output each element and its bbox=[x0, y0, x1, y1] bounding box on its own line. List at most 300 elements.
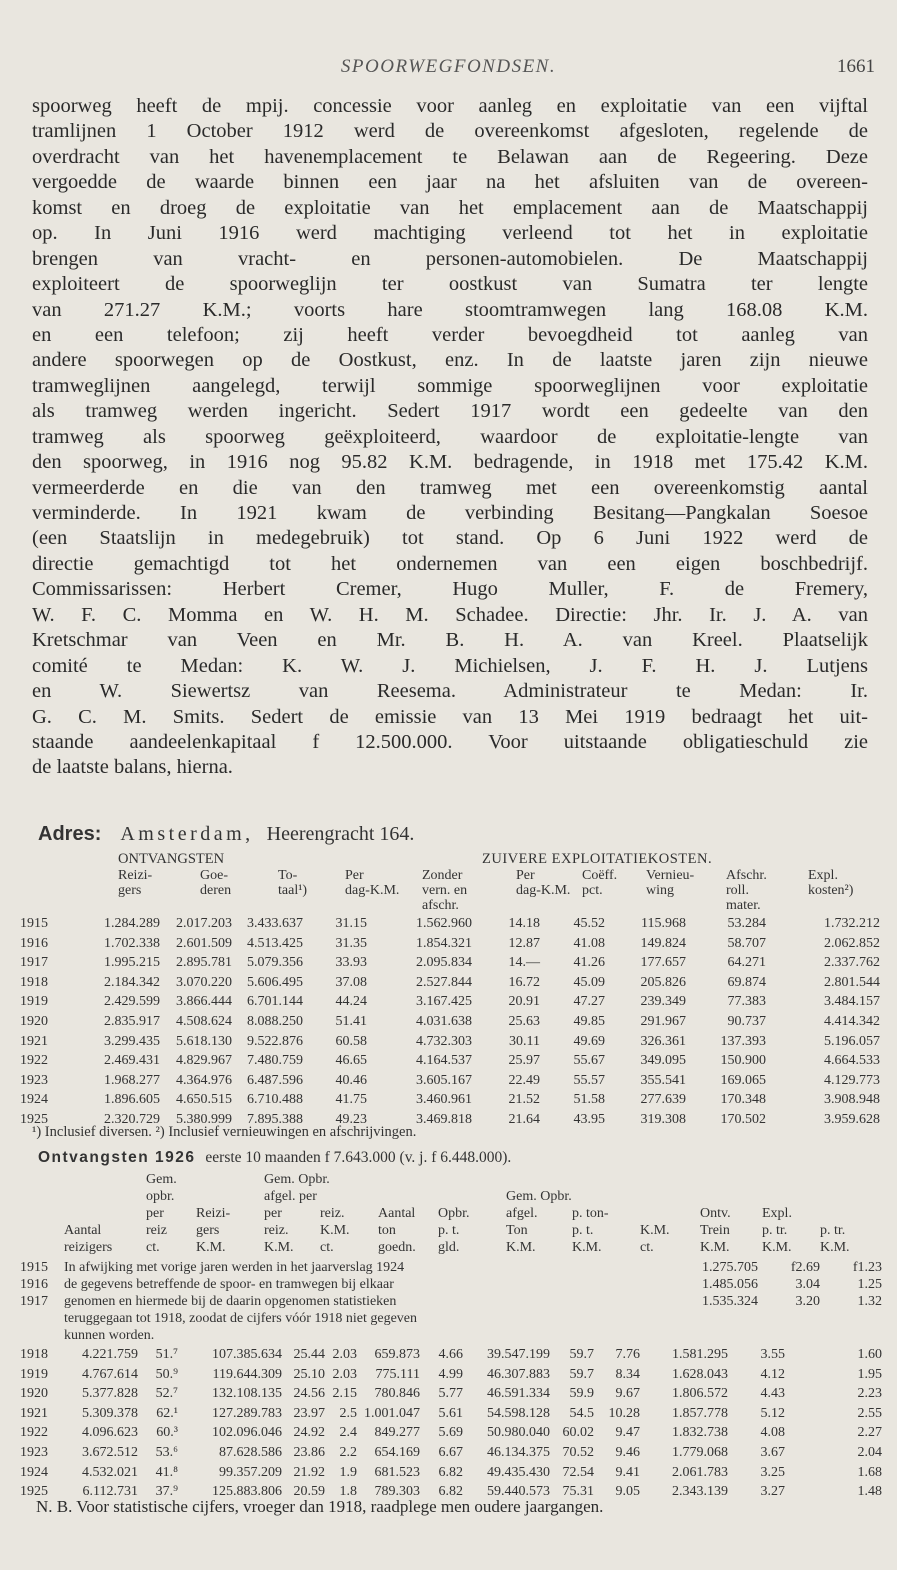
table-header-cell: K.M. bbox=[700, 1240, 730, 1255]
year-cell: 1921 bbox=[20, 1033, 48, 1049]
running-header bbox=[0, 56, 897, 86]
table-cell: 4.532.021 bbox=[82, 1464, 138, 1480]
table-cell: 54.5 bbox=[569, 1405, 594, 1421]
table-cell: 14.— bbox=[508, 955, 540, 971]
table-cell: 50.980.040 bbox=[487, 1425, 550, 1441]
table-cell: 177.657 bbox=[640, 955, 686, 971]
table-cell: 75.31 bbox=[562, 1484, 594, 1500]
year-cell: 1915 bbox=[20, 1260, 48, 1275]
table-cell: 1.968.277 bbox=[104, 1072, 160, 1088]
table-cell: 9.05 bbox=[615, 1484, 640, 1500]
table-cell: 8.088.250 bbox=[247, 1014, 303, 1029]
year-cell: 1917 bbox=[20, 955, 48, 971]
table-cell: 20.91 bbox=[508, 994, 540, 1010]
body-line: tramweglijnen aangelegd, terwijl sommige spoorweglijnen voor exploitatie bbox=[32, 374, 868, 397]
ontvangsten-1926-text: eerste 10 maanden f 7.643.000 (v. j. f 6.448.000). bbox=[205, 1149, 512, 1166]
table-cell: 6.701.144 bbox=[247, 994, 303, 1010]
table-cell: 54.598.128 bbox=[487, 1405, 550, 1421]
table-cell: 5.77 bbox=[438, 1386, 463, 1402]
running-title: SPOORWEGFONDSEN. bbox=[340, 56, 557, 77]
table-statistiek bbox=[20, 1170, 880, 1500]
table-cell: 25.97 bbox=[508, 1053, 540, 1069]
table-header-cell: Reizi- bbox=[118, 868, 153, 883]
table-header-cell: ct. bbox=[640, 1240, 654, 1255]
table-header-cell: p. t. bbox=[438, 1223, 460, 1238]
table-header-cell: ct. bbox=[146, 1240, 160, 1255]
table-header-cell: wing bbox=[646, 883, 674, 898]
body-line: Commissarissen: Herbert Cremer, Hugo Muller, F. de Fremery, bbox=[32, 578, 868, 601]
table-cell: 1.832.738 bbox=[672, 1425, 728, 1441]
table-cell: 137.393 bbox=[720, 1033, 766, 1049]
table-cell: 3.167.425 bbox=[416, 994, 472, 1010]
table-cell: 5.079.356 bbox=[247, 955, 303, 971]
table-cell: 5.618.130 bbox=[176, 1033, 232, 1049]
table-cell: 58.707 bbox=[727, 935, 766, 951]
body-line: brengen van vracht- en personen-automobielen. De Maatschappij bbox=[32, 247, 868, 270]
table-cell: 14.18 bbox=[508, 916, 540, 931]
table-cell: 44.24 bbox=[335, 994, 367, 1010]
ontvangsten-1926-line bbox=[38, 1149, 511, 1167]
body-line: van 271.27 K.M.; voorts hare stoomtramwegen lang 168.08 K.M. bbox=[32, 298, 868, 321]
table-cell: 1.68 bbox=[857, 1464, 882, 1480]
table-cell: 55.57 bbox=[573, 1072, 605, 1088]
table-header-cell: Gem. bbox=[146, 1172, 177, 1187]
table-cell: 6.82 bbox=[438, 1484, 463, 1500]
table-header-cell: Trein bbox=[700, 1223, 730, 1238]
table-header-cell: reiz. bbox=[320, 1206, 345, 1221]
year-cell: 1920 bbox=[20, 1014, 48, 1029]
body-line: exploiteert de spoorweglijn ter oostkust van Sumatra ter lengte bbox=[32, 273, 868, 296]
table-cell: 49.85 bbox=[573, 1014, 605, 1029]
table-cell: 1.857.778 bbox=[672, 1405, 728, 1421]
table-cell: 60.02 bbox=[562, 1425, 594, 1441]
table-cell: 8.34 bbox=[615, 1366, 640, 1382]
table-cell: 53.284 bbox=[727, 916, 766, 931]
table-cell: 60.58 bbox=[335, 1033, 367, 1049]
table-cell: 70.52 bbox=[562, 1445, 594, 1460]
table-cell: 25.10 bbox=[293, 1366, 325, 1382]
table-header-cell: p. ton- bbox=[572, 1206, 609, 1221]
address-city: Amsterdam, bbox=[120, 823, 254, 845]
table-cell: 1.9 bbox=[339, 1464, 357, 1480]
ontvangsten-1926-label: Ontvangsten 1926 bbox=[38, 1149, 196, 1166]
table-cell: 3.27 bbox=[760, 1484, 785, 1500]
table-cell: 9.46 bbox=[615, 1445, 640, 1460]
year-cell: 1916 bbox=[20, 935, 48, 951]
table-cell: 3.55 bbox=[760, 1347, 785, 1362]
table-cell: 349.095 bbox=[640, 1053, 686, 1069]
table-cell: 22.49 bbox=[508, 1072, 540, 1088]
table-cell: 5.69 bbox=[438, 1425, 463, 1441]
table-cell: 127.289.783 bbox=[212, 1405, 282, 1421]
table-cell: 1.8 bbox=[339, 1484, 357, 1500]
table-cell: 9.522.876 bbox=[247, 1033, 303, 1049]
table-cell: 1.806.572 bbox=[672, 1386, 728, 1402]
body-line: komst en droeg de exploitatie van het emplacement aan de Maatschappij bbox=[32, 196, 868, 219]
table-cell: 41.75 bbox=[335, 1092, 367, 1108]
note-text: In afwijking met vorige jaren werden in het jaarverslag 1924 bbox=[64, 1260, 405, 1275]
year-cell: 1920 bbox=[20, 1386, 48, 1402]
table-cell: 5.606.495 bbox=[247, 974, 303, 990]
table-cell: 55.67 bbox=[573, 1053, 605, 1069]
table-header-cell: vern. en bbox=[422, 883, 468, 898]
table-cell: 1.32 bbox=[857, 1294, 882, 1309]
table-cell: 4.99 bbox=[438, 1366, 463, 1382]
table-header-cell: Goe- bbox=[200, 868, 228, 883]
table-cell: 2.4 bbox=[339, 1425, 357, 1441]
table-cell: 62.¹ bbox=[156, 1405, 178, 1421]
table-cell: 3.605.167 bbox=[416, 1072, 472, 1088]
table-cell: 47.27 bbox=[573, 994, 605, 1010]
note-row bbox=[20, 1326, 880, 1345]
body-line: staande aandeelenkapitaal f 12.500.000. Voor uitstaande obligatieschuld zie bbox=[32, 730, 868, 753]
table-cell: 5.12 bbox=[760, 1405, 785, 1421]
page-number: 1661 bbox=[837, 56, 875, 77]
table-cell: 9.41 bbox=[615, 1464, 640, 1480]
table-cell: 1.628.043 bbox=[672, 1366, 728, 1382]
table-cell: 6.710.488 bbox=[247, 1092, 303, 1108]
table-header-cell: kosten²) bbox=[808, 883, 854, 898]
table-cell: 4.129.773 bbox=[824, 1072, 880, 1088]
body-line: vermeerderde en die van den tramweg met een overeenkomstig aantal bbox=[32, 476, 868, 499]
body-line: overdracht van het havenemplacement te Belawan aan de Regeering. Deze bbox=[32, 145, 868, 168]
table-cell: 3.866.444 bbox=[176, 994, 232, 1010]
table-cell: 4.43 bbox=[760, 1386, 785, 1402]
table-cell: 3.070.220 bbox=[176, 974, 232, 990]
body-line: Kretschmar van Veen en Mr. B. H. A. van Kreel. Plaatselijk bbox=[32, 629, 868, 652]
year-cell: 1921 bbox=[20, 1405, 48, 1421]
table-cell: 2.55 bbox=[857, 1405, 882, 1421]
table-cell: 4.829.967 bbox=[176, 1053, 232, 1069]
table-cell: 291.967 bbox=[640, 1014, 686, 1029]
table-header-cell: Per bbox=[345, 868, 364, 883]
table-row bbox=[20, 1345, 880, 1364]
note-text: de gegevens betreffende de spoor- en tramwegen bij elkaar bbox=[64, 1277, 394, 1292]
table1-group-left: ONTVANGSTEN bbox=[118, 851, 225, 867]
table-cell: 2.04 bbox=[857, 1445, 882, 1460]
table-cell: 2.15 bbox=[332, 1386, 357, 1402]
year-cell: 1919 bbox=[20, 1366, 48, 1382]
body-line: den spoorweg, in 1916 nog 95.82 K.M. bedragende, in 1918 met 175.42 K.M. bbox=[32, 451, 868, 474]
table-cell: 59.7 bbox=[569, 1347, 594, 1362]
table-cell: 24.92 bbox=[293, 1425, 325, 1441]
table-cell: 2.017.203 bbox=[176, 916, 232, 931]
table-cell: 49.69 bbox=[573, 1033, 605, 1049]
table-row bbox=[20, 1404, 880, 1423]
table-cell: 2.469.431 bbox=[104, 1053, 160, 1069]
table-header-cell: K.M. bbox=[762, 1240, 792, 1255]
table-row bbox=[20, 1443, 880, 1462]
table-cell: 40.46 bbox=[335, 1072, 367, 1088]
table-cell: 31.15 bbox=[335, 916, 367, 931]
table-header-row bbox=[20, 1238, 880, 1257]
year-cell: 1925 bbox=[20, 1484, 48, 1500]
table-cell: 99.357.209 bbox=[219, 1464, 282, 1480]
table-header-cell: gld. bbox=[438, 1240, 460, 1255]
table-row bbox=[20, 953, 880, 972]
table-cell: 25.44 bbox=[293, 1347, 325, 1362]
table-cell: 30.11 bbox=[509, 1033, 540, 1049]
table-cell: 4.767.614 bbox=[82, 1366, 138, 1382]
table-cell: 789.303 bbox=[374, 1484, 420, 1500]
table-cell: 59.440.573 bbox=[487, 1484, 550, 1500]
table-cell: 2.5 bbox=[339, 1405, 357, 1421]
year-cell: 1922 bbox=[20, 1053, 48, 1069]
table-cell: 5.380.999 bbox=[176, 1112, 232, 1127]
table-cell: 59.9 bbox=[569, 1386, 594, 1402]
table-cell: 4.513.425 bbox=[247, 935, 303, 951]
table-cell: 326.361 bbox=[640, 1033, 686, 1049]
table-row bbox=[20, 1423, 880, 1442]
note-text: genomen en hiermede bij de daarin opgenomen statistieken bbox=[64, 1294, 397, 1309]
body-line: G. C. M. Smits. Sedert de emissie van 13 Mei 1919 bedraagt het uit- bbox=[32, 705, 868, 728]
table-cell: 659.873 bbox=[374, 1347, 420, 1362]
table-header-cell: Vernieu- bbox=[646, 868, 695, 883]
table-header-cell: afgel. per bbox=[264, 1189, 317, 1204]
table-header-cell: Reizi- bbox=[196, 1206, 231, 1221]
table-cell: 1.485.056 bbox=[702, 1277, 758, 1292]
table-cell: 41.⁸ bbox=[155, 1464, 178, 1480]
year-cell: 1922 bbox=[20, 1425, 48, 1441]
table-cell: 2.062.852 bbox=[824, 935, 880, 951]
body-line: als tramweg werden ingericht. Sedert 1917 wordt een gedeelte van den bbox=[32, 400, 868, 423]
table-header-cell: p. t. bbox=[572, 1223, 594, 1238]
year-cell: 1919 bbox=[20, 994, 48, 1010]
table-cell: 2.337.762 bbox=[824, 955, 880, 971]
table-header-cell: Ton bbox=[506, 1223, 528, 1238]
table-cell: 2.801.544 bbox=[824, 974, 880, 990]
body-line: en W. Siewertsz van Reesema. Administrateur te Medan: Ir. bbox=[32, 680, 868, 703]
table-cell: 132.108.135 bbox=[212, 1386, 282, 1402]
table-cell: 780.846 bbox=[374, 1386, 420, 1402]
table-cell: 170.502 bbox=[720, 1112, 766, 1127]
table-cell: 1.95 bbox=[857, 1366, 882, 1382]
table-cell: 681.523 bbox=[374, 1464, 420, 1480]
table-header-cell: per bbox=[146, 1206, 164, 1221]
table-cell: 2.03 bbox=[332, 1366, 357, 1382]
table-cell: f2.69 bbox=[790, 1260, 820, 1275]
table-cell: 125.883.806 bbox=[212, 1484, 282, 1500]
table-cell: 6.112.731 bbox=[82, 1484, 138, 1500]
table-cell: 4.650.515 bbox=[176, 1092, 232, 1108]
table-cell: 4.08 bbox=[760, 1425, 785, 1441]
table-cell: 87.628.586 bbox=[219, 1445, 282, 1460]
table-cell: 3.460.961 bbox=[416, 1092, 472, 1108]
table-header-cell: reiz bbox=[146, 1223, 167, 1238]
table-cell: 24.56 bbox=[293, 1386, 325, 1402]
table-cell: 2.2 bbox=[339, 1445, 357, 1460]
year-cell: 1916 bbox=[20, 1277, 48, 1292]
table-cell: 25.63 bbox=[508, 1014, 540, 1029]
year-cell: 1917 bbox=[20, 1294, 48, 1309]
table-header-cell: deren bbox=[200, 883, 232, 898]
table-cell: 4.096.623 bbox=[82, 1425, 138, 1441]
table-header-cell: roll. bbox=[726, 883, 749, 898]
table1-footnote: ¹) Inclusief diversen. ²) Inclusief vernieuwingen en afschrijvingen. bbox=[32, 1124, 417, 1140]
table-cell: 31.35 bbox=[335, 935, 367, 951]
year-cell: 1915 bbox=[20, 916, 48, 931]
table-header-cell: dag-K.M. bbox=[345, 883, 400, 898]
table-cell: 5.196.057 bbox=[824, 1033, 880, 1049]
table-cell: 3.484.157 bbox=[824, 994, 880, 1010]
table-cell: 51.41 bbox=[335, 1014, 367, 1029]
table-cell: 60.³ bbox=[156, 1425, 178, 1441]
table-header-cell: K.M. bbox=[264, 1240, 294, 1255]
table-cell: 2.527.844 bbox=[416, 974, 472, 990]
table-cell: 3.469.818 bbox=[416, 1112, 472, 1127]
table-cell: f1.23 bbox=[852, 1260, 882, 1275]
table-cell: 10.28 bbox=[608, 1405, 640, 1421]
table-header-cell: gers bbox=[118, 883, 142, 898]
table-row bbox=[20, 1090, 880, 1109]
body-line: (een Staatslijn in medegebruik) tot stand. Op 6 Juni 1922 werd de bbox=[32, 527, 868, 550]
table-row bbox=[20, 1463, 880, 1482]
body-line: tramlijnen 1 October 1912 werd de overeenkomst afgesloten, regelende de bbox=[32, 120, 868, 143]
address-street: Heerengracht 164. bbox=[266, 823, 415, 845]
body-paragraph bbox=[32, 94, 868, 781]
table-cell: 4.12 bbox=[760, 1366, 785, 1382]
table-cell: 775.111 bbox=[375, 1366, 420, 1382]
table-cell: 1.275.705 bbox=[702, 1260, 758, 1275]
table-cell: 2.03 bbox=[332, 1347, 357, 1362]
table-cell: 4.664.533 bbox=[824, 1053, 880, 1069]
table-cell: 46.307.883 bbox=[487, 1366, 550, 1382]
table-cell: 1.535.324 bbox=[702, 1294, 758, 1309]
table-cell: 43.95 bbox=[573, 1112, 605, 1127]
table-cell: 1.854.321 bbox=[416, 935, 472, 951]
table-header-cell: goedn. bbox=[378, 1240, 416, 1255]
table-cell: 90.737 bbox=[727, 1014, 766, 1029]
table-header-cell: Aantal bbox=[378, 1206, 416, 1221]
table-header-cell: Opbr. bbox=[438, 1206, 470, 1221]
table-cell: 115.968 bbox=[641, 916, 686, 931]
table-cell: 2.23 bbox=[857, 1386, 882, 1402]
table-cell: 41.26 bbox=[573, 955, 605, 971]
table-header-cell: per bbox=[264, 1206, 282, 1221]
table-row bbox=[20, 1365, 880, 1384]
table-cell: 33.93 bbox=[335, 955, 367, 971]
table-cell: 3.25 bbox=[760, 1464, 785, 1480]
table-cell: 72.54 bbox=[562, 1464, 594, 1480]
table-header-cell: pct. bbox=[582, 883, 603, 898]
table-cell: 2.835.917 bbox=[104, 1014, 160, 1029]
table-cell: 45.52 bbox=[573, 916, 605, 931]
table-cell: 12.87 bbox=[508, 935, 540, 951]
year-cell: 1923 bbox=[20, 1445, 48, 1460]
table-cell: 5.309.378 bbox=[82, 1405, 138, 1421]
table-cell: 1.581.295 bbox=[672, 1347, 728, 1362]
table-cell: 4.414.342 bbox=[824, 1014, 880, 1029]
table-header-cell: reiz. bbox=[264, 1223, 289, 1238]
table-cell: 4.221.759 bbox=[82, 1347, 138, 1362]
table-cell: 3.67 bbox=[760, 1445, 785, 1460]
table-cell: 2.320.729 bbox=[104, 1112, 160, 1127]
table-cell: 4.364.976 bbox=[176, 1072, 232, 1088]
table-cell: 7.895.388 bbox=[247, 1112, 303, 1127]
table-row bbox=[20, 992, 880, 1011]
table-header-cell: taal¹) bbox=[278, 883, 308, 898]
footer-note: N. B. Voor statistische cijfers, vroeger dan 1918, raadplege men oudere jaargangen. bbox=[36, 1497, 604, 1516]
table-header-cell: K.M. bbox=[572, 1240, 602, 1255]
note-text: teruggegaan tot 1918, zoodat de cijfers vóór 1918 niet gegeven bbox=[64, 1311, 417, 1326]
table-header-cell: afgel. bbox=[506, 1206, 538, 1221]
table-cell: 4.164.537 bbox=[416, 1053, 472, 1069]
table-cell: 2.27 bbox=[857, 1425, 882, 1441]
body-line: W. F. C. Momma en W. H. M. Schadee. Directie: Jhr. Ir. J. A. van bbox=[32, 603, 868, 626]
table-header-cell: Coëff. bbox=[582, 868, 618, 883]
table-row bbox=[20, 934, 880, 953]
table-cell: 654.169 bbox=[374, 1445, 420, 1460]
table-cell: 49.23 bbox=[335, 1112, 367, 1127]
table-cell: 21.92 bbox=[293, 1464, 325, 1480]
body-line: op. In Juni 1916 werd machtiging verleend tot het in exploitatie bbox=[32, 222, 868, 245]
table-cell: 3.20 bbox=[795, 1294, 820, 1309]
body-line: andere spoorwegen op de Oostkust, enz. In de laatste jaren zijn nieuwe bbox=[32, 349, 868, 372]
table-cell: 59.7 bbox=[569, 1366, 594, 1382]
table-cell: 1.732.212 bbox=[824, 916, 880, 931]
table-cell: 9.67 bbox=[615, 1386, 640, 1402]
table-cell: 7.76 bbox=[615, 1347, 640, 1362]
body-line: verminderde. In 1921 kwam de verbinding Besitang—Pangkalan Soesoe bbox=[32, 502, 868, 524]
table-cell: 4.732.303 bbox=[416, 1033, 472, 1049]
year-cell: 1925 bbox=[20, 1112, 48, 1127]
table-cell: 2.429.599 bbox=[104, 994, 160, 1010]
table-cell: 3.04 bbox=[795, 1277, 820, 1292]
table-row bbox=[20, 1384, 880, 1403]
table-cell: 20.59 bbox=[293, 1484, 325, 1500]
table-cell: 3.433.637 bbox=[247, 916, 303, 931]
table-cell: 9.47 bbox=[615, 1425, 640, 1441]
table-cell: 5.61 bbox=[438, 1405, 463, 1421]
table-cell: 52.⁷ bbox=[155, 1386, 178, 1402]
table-cell: 3.299.435 bbox=[104, 1033, 160, 1049]
address-line bbox=[38, 823, 414, 846]
table-cell: 21.52 bbox=[508, 1092, 540, 1108]
table-cell: 51.⁷ bbox=[155, 1347, 178, 1362]
table-header-cell: ton bbox=[378, 1223, 396, 1238]
body-line: de laatste balans, hierna. bbox=[32, 756, 233, 779]
table-row bbox=[20, 914, 880, 933]
table-header-cell: gers bbox=[196, 1223, 220, 1238]
year-cell: 1918 bbox=[20, 1347, 48, 1362]
table-cell: 1.896.605 bbox=[104, 1092, 160, 1108]
table-header-cell: p. tr. bbox=[762, 1223, 788, 1238]
table-row bbox=[20, 1032, 880, 1051]
table-cell: 1.001.047 bbox=[364, 1405, 420, 1421]
table-cell: 5.377.828 bbox=[82, 1386, 138, 1402]
table-cell: 6.67 bbox=[438, 1445, 463, 1460]
body-line: comité te Medan: K. W. J. Michielsen, J. F. H. J. Lutjens bbox=[32, 654, 868, 677]
year-cell: 1918 bbox=[20, 974, 48, 990]
table-cell: 51.58 bbox=[573, 1092, 605, 1108]
table-cell: 64.271 bbox=[727, 955, 766, 971]
table-ontvangsten bbox=[20, 866, 880, 1146]
table-row bbox=[20, 1071, 880, 1090]
table-cell: 41.08 bbox=[573, 935, 605, 951]
table-cell: 1.779.068 bbox=[672, 1445, 728, 1460]
table-cell: 4.031.638 bbox=[416, 1014, 472, 1029]
table-cell: 169.065 bbox=[720, 1072, 766, 1088]
table-header-cell: dag-K.M. bbox=[516, 883, 571, 898]
table-cell: 53.⁶ bbox=[155, 1445, 178, 1460]
table-cell: 102.096.046 bbox=[212, 1425, 282, 1441]
table-row bbox=[20, 1012, 880, 1031]
table-cell: 7.480.759 bbox=[247, 1053, 303, 1069]
table-cell: 23.97 bbox=[293, 1405, 325, 1421]
body-line: tramweg als spoorweg geëxploiteerd, waardoor de exploitatie-lengte van bbox=[32, 425, 868, 448]
table-cell: 39.547.199 bbox=[487, 1347, 550, 1362]
table-cell: 3.959.628 bbox=[824, 1112, 880, 1127]
